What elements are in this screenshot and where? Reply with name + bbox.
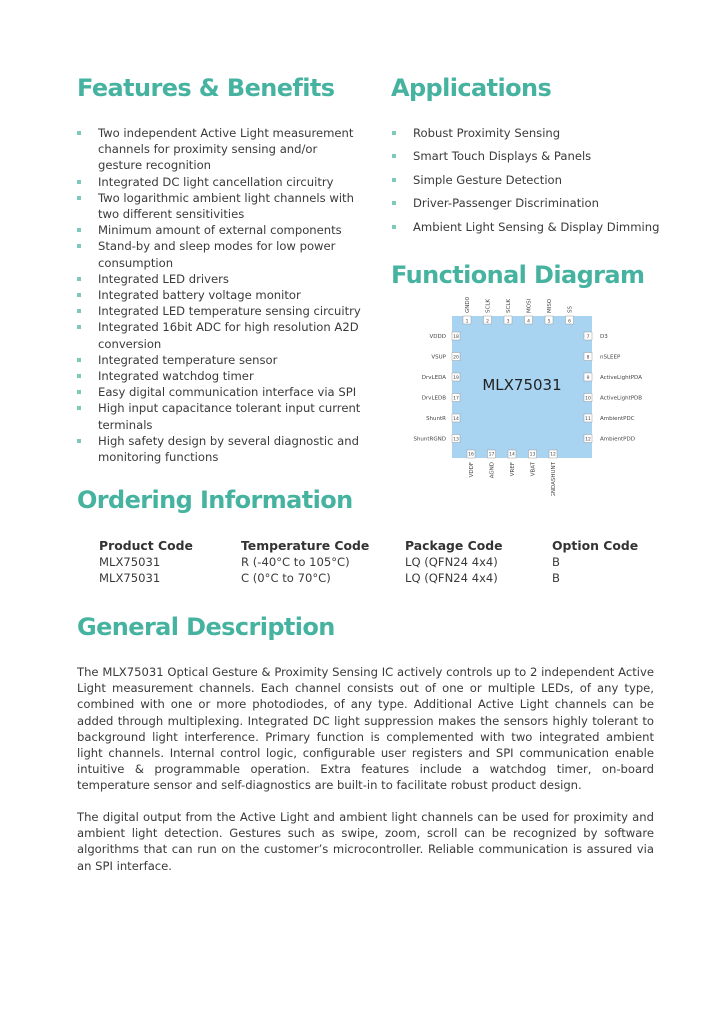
applications-list <box>392 125 672 242</box>
ordering-col-package <box>405 538 503 587</box>
pin-number: 6 <box>568 319 571 325</box>
pin-label-left: VSUP <box>431 354 446 361</box>
list-item: Robust Proximity Sensing <box>392 125 672 141</box>
table-cell: MLX75031 <box>99 571 161 586</box>
list-item: Integrated battery voltage monitor <box>77 287 362 303</box>
pin-label-top: SS <box>567 306 574 313</box>
list-item: Minimum amount of external components <box>77 222 362 238</box>
functional-diagram <box>396 296 656 496</box>
column-header: Option Code <box>552 538 639 553</box>
table-cell: LQ (QFN24 4x4) <box>405 555 498 570</box>
list-item: Integrated watchdog timer <box>77 368 362 384</box>
general-paragraph-1: The MLX75031 Optical Gesture & Proximity Sensing IC actively controls up to 2 independent Active Light measurement channels. Each channel consists out of one or multiple LEDs, of any type, combined with one or more photodiodes, of any type. Additional Active Light channels can be added through multiplexing. Integrated DC light suppression makes the sensors highly tolerant to background light interference. Primary function is complemented with two integrated ambient light channels. Internal control logic, configurable user registers and SPI communication enable intuitive & programmable operation. Extra features include a watchdog timer, on-board temperature sensor and self-diagnostics are built-in to facilitate robust product design. <box>77 665 654 793</box>
list-item: High safety design by several diagnostic and monitoring functions <box>77 433 362 465</box>
pin-label-right: nSLEEP <box>600 354 621 361</box>
pin-number: 14 <box>453 416 459 422</box>
pin-label-top: SCLK <box>485 298 492 313</box>
pin-label-left: VDDD <box>429 334 446 340</box>
pin-number: 3 <box>506 319 510 325</box>
pin-number: 11 <box>585 416 591 422</box>
list-item: Stand-by and sleep modes for low power consumption <box>77 238 362 270</box>
pin-label-left: DrvLEDB <box>421 395 446 402</box>
table-cell: LQ (QFN24 4x4) <box>405 571 498 586</box>
ordering-col-product <box>99 538 193 587</box>
pinout-diagram <box>396 296 656 496</box>
ordering-col-temperature <box>241 538 369 587</box>
pin-number: 19 <box>453 375 459 381</box>
pin-number: 13 <box>453 437 459 443</box>
column-header: Product Code <box>99 538 193 553</box>
pin-number: 17 <box>488 452 495 458</box>
pin-label-top: GND0 <box>465 296 471 313</box>
pin-number: 5 <box>547 319 551 325</box>
pin-number: 1 <box>465 319 469 325</box>
pin-number: 20 <box>453 355 459 361</box>
list-item: Ambient Light Sensing & Display Dimming <box>392 219 672 235</box>
list-item: Driver-Passenger Discrimination <box>392 195 672 211</box>
list-item: Integrated DC light cancellation circuitry <box>77 174 362 190</box>
table-cell: B <box>552 555 560 570</box>
pin-label-top: SCLK <box>506 298 512 313</box>
features-list <box>77 125 362 465</box>
list-item: Easy digital communication interface via SPI <box>77 384 362 400</box>
pin-label-left: ShuntR <box>426 416 446 422</box>
list-item: Integrated LED drivers <box>77 271 362 287</box>
chip-label: MLX75031 <box>482 376 562 394</box>
pin-label-top: MISO <box>547 298 553 313</box>
pin-number: 12 <box>585 437 591 443</box>
list-item: Integrated LED temperature sensing circuitry <box>77 303 362 319</box>
pin-label-bottom: GNDASHUNT <box>551 462 557 496</box>
ordering-col-option <box>552 538 638 587</box>
pin-number: 16 <box>468 452 474 458</box>
pin-number: 9 <box>586 375 590 381</box>
pin-number: 2 <box>486 319 489 325</box>
column-header: Package Code <box>405 538 503 553</box>
list-item: Integrated temperature sensor <box>77 352 362 368</box>
pin-label-bottom: AGND <box>489 462 496 479</box>
pin-label-right: AmbientPDD <box>600 436 635 443</box>
list-item: Smart Touch Displays & Panels <box>392 148 672 164</box>
pin-label-right: D3 <box>600 334 608 340</box>
ordering-title: Ordering Information <box>77 486 353 514</box>
pin-number: 7 <box>586 334 590 340</box>
pin-number: 4 <box>527 319 530 325</box>
list-item: Simple Gesture Detection <box>392 172 672 188</box>
list-item: Integrated 16bit ADC for high resolution A2D conversion <box>77 319 362 351</box>
general-title: General Description <box>77 613 335 641</box>
table-cell: B <box>552 571 560 586</box>
pin-label-bottom: VBAT <box>530 462 537 477</box>
pin-label-right: ActiveLightPDB <box>600 395 643 402</box>
pin-number: 10 <box>585 396 591 402</box>
pin-label-top: MOSI <box>526 298 533 313</box>
pin-number: 14 <box>509 452 515 458</box>
table-cell: R (-40°C to 105°C) <box>241 555 350 570</box>
table-cell: C (0°C to 70°C) <box>241 571 331 586</box>
pin-number: 8 <box>586 355 590 361</box>
table-cell: MLX75031 <box>99 555 161 570</box>
pin-label-right: AmbientPDC <box>600 416 635 422</box>
pin-number: 18 <box>453 334 459 340</box>
features-title: Features & Benefits <box>77 74 335 102</box>
pin-label-right: ActiveLightPDA <box>600 375 642 381</box>
pin-number: 13 <box>529 452 536 458</box>
pin-label-bottom: VREF <box>510 462 516 477</box>
list-item: Two logarithmic ambient light channels with two different sensitivities <box>77 190 362 222</box>
diagram-title: Functional Diagram <box>391 261 645 289</box>
applications-title: Applications <box>391 74 552 102</box>
list-item: Two independent Active Light measurement channels for proximity sensing and/or gesture recognition <box>77 125 362 174</box>
pin-number: 12 <box>550 452 556 458</box>
pin-label-left: ShuntRGND <box>413 436 446 443</box>
list-item: High input capacitance tolerant input current terminals <box>77 400 362 432</box>
pin-label-bottom: VDDF <box>469 462 475 478</box>
general-paragraph-2: The digital output from the Active Light and ambient light channels can be used for proximity and ambient light detection. Gestures such as swipe, zoom, scroll can be recognized by software algorithms that can run on the customer’s microcontroller. Reliable communication is assured via an SPI interface. <box>77 810 654 873</box>
column-header: Temperature Code <box>241 538 370 553</box>
pin-number: 17 <box>453 396 459 402</box>
pin-label-left: DrvLEDA <box>421 375 446 381</box>
